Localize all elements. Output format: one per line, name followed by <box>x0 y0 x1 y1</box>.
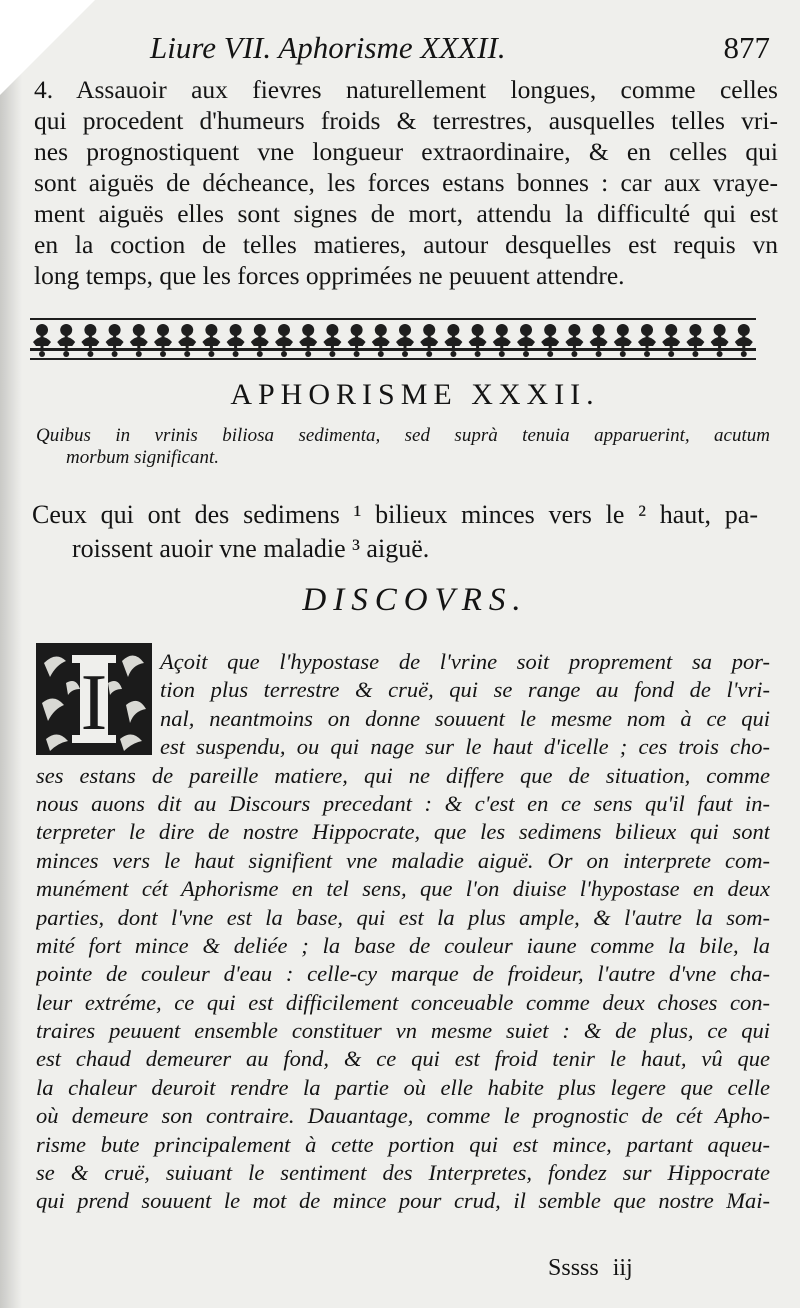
signature-letters: Sssss <box>548 1255 599 1281</box>
body-line: la chaleur deuroit rendre la partie où elle habite plus legere que celle <box>36 1074 770 1100</box>
fleuron-unit <box>469 324 487 357</box>
page-number: 877 <box>723 30 770 65</box>
fleuron-unit <box>130 324 148 357</box>
paragraph-line: qui procedent d'humeurs froids & terrestres, ausquelles telles vri- <box>34 106 778 135</box>
discours-body <box>36 648 770 1216</box>
paragraph-line: nes prognostiquent vne longueur extraordinaire, & en celles qui <box>34 137 778 166</box>
top-paragraph <box>34 74 778 291</box>
body-line: traires peuuent ensemble constituer vn mesme suiet : & de plus, ce qui <box>36 1018 770 1044</box>
body-line: risme bute principalement à cette portion qui est mince, partant aqueu- <box>36 1131 770 1157</box>
fleuron-unit <box>251 324 269 357</box>
fleuron-unit <box>348 324 366 357</box>
body-line: tion plus terrestre & cruë, qui se range au fond de l'vri- <box>160 677 770 703</box>
fleuron-unit <box>590 324 608 357</box>
paragraph-line: sont aiguës de décheance, les forces estans bonnes : car aux vraye- <box>34 168 778 197</box>
body-line: parties, dont l'vne est la base, qui est la plus ample, & l'autre la som- <box>36 904 770 930</box>
fleuron-unit <box>81 324 99 357</box>
latin-line: Quibus in vrinis biliosa sedimenta, sed suprà tenuia apparuerint, acutum <box>36 425 770 446</box>
latin-aphorism <box>36 425 770 469</box>
fleuron-unit <box>372 324 390 357</box>
body-line: leur extréme, ce qui est difficilement conceuable comme deux choses con- <box>36 989 770 1015</box>
running-title: Liure VII. Aphorisme XXXII. <box>150 30 506 65</box>
body-line: nal, neantmoins on donne souuent le mesme nom à ce qui <box>160 705 770 731</box>
aphorism-title: APHORISME XXXII. <box>230 378 600 411</box>
fleuron-unit <box>396 324 414 357</box>
fleuron-unit <box>662 324 680 357</box>
fleuron-unit <box>493 324 511 357</box>
body-line: se & cruë, suiuant le sentiment des Interpretes, fondez sur Hippocrate <box>36 1160 770 1186</box>
fleuron-unit <box>420 324 438 357</box>
body-line: mité fort mince & deliée ; la base de couleur iaune comme la bile, la <box>36 932 770 958</box>
fleuron-unit <box>711 324 729 357</box>
body-line: minces vers le haut signifient vne maladie aiguë. Or on interprete com- <box>36 847 770 873</box>
fleuron-unit <box>202 324 220 357</box>
translation-line: roissent auoir vne maladie ³ aiguë. <box>72 534 430 563</box>
fleuron-unit <box>686 324 704 357</box>
fleuron-unit <box>323 324 341 357</box>
paragraph-line: long temps, que les forces opprimées ne peuuent attendre. <box>34 261 625 290</box>
paragraph-line: ment aiguës elles sont signes de mort, attendu la difficulté qui est <box>34 199 778 228</box>
fleuron-unit <box>565 324 583 357</box>
fleuron-unit <box>57 324 75 357</box>
translation-line: Ceux qui ont des sedimens ¹ bilieux minces vers le ² haut, pa- <box>32 500 758 529</box>
discours-heading: DISCOVRS. <box>302 582 528 618</box>
page-gutter-shadow <box>0 0 22 1308</box>
fleuron-unit <box>638 324 656 357</box>
body-line: Açoit que l'hypostase de l'vrine soit proprement sa por- <box>160 649 770 674</box>
body-line: nous auons dit au Discours precedant : & c'est en ce sens qu'il faut in- <box>36 790 770 816</box>
signature-mark <box>548 1255 633 1282</box>
fleuron-unit <box>299 324 317 357</box>
body-line: terpreter le dire de nostre Hippocrate, que les sedimens bilieux qui sont <box>36 819 770 845</box>
fleuron-unit <box>33 324 51 357</box>
fleuron-unit <box>735 324 753 357</box>
fleuron-unit <box>154 324 172 357</box>
latin-line: morbum significant. <box>66 447 220 468</box>
fleuron-unit <box>614 324 632 357</box>
signature-number: iij <box>612 1255 633 1281</box>
fleuron-unit <box>227 324 245 357</box>
fleuron-ornament-band <box>30 318 756 360</box>
paragraph-line: 4. Assauoir aux fievres naturellement longues, comme celles <box>34 75 778 104</box>
paragraph-line: en la coction de telles matieres, autour desquelles est requis vn <box>34 230 778 259</box>
body-line: pointe de couleur d'eau : celle-cy marque de froideur, l'autre d'vne cha- <box>36 961 770 987</box>
fleuron-unit <box>517 324 535 357</box>
running-header <box>150 30 770 70</box>
fleuron-ornament-icon <box>30 318 756 360</box>
body-line: est chaud demeurer au fond, & ce qui est froid tenir le haut, vû que <box>36 1046 770 1072</box>
fleuron-unit <box>275 324 293 357</box>
fleuron-unit <box>178 324 196 357</box>
body-line: munément cét Aphorisme en tel sens, que l'on diuise l'hypostase en deux <box>36 876 770 902</box>
body-line: qui prend souuent le mot de mince pour crud, il semble que nostre Mai- <box>36 1188 770 1214</box>
fleuron-unit <box>541 324 559 357</box>
body-line: ses estans de pareille matiere, qui ne differe que de situation, comme <box>36 762 770 788</box>
body-line: où demeure son contraire. Dauantage, comme le prognostic de cét Apho- <box>36 1103 770 1129</box>
fleuron-unit <box>106 324 124 357</box>
initial-letter: I <box>80 659 108 747</box>
french-translation <box>32 498 758 566</box>
fleuron-unit <box>444 324 462 357</box>
body-line: est suspendu, ou qui nage sur le haut d'icelle ; ces trois cho- <box>160 734 770 760</box>
